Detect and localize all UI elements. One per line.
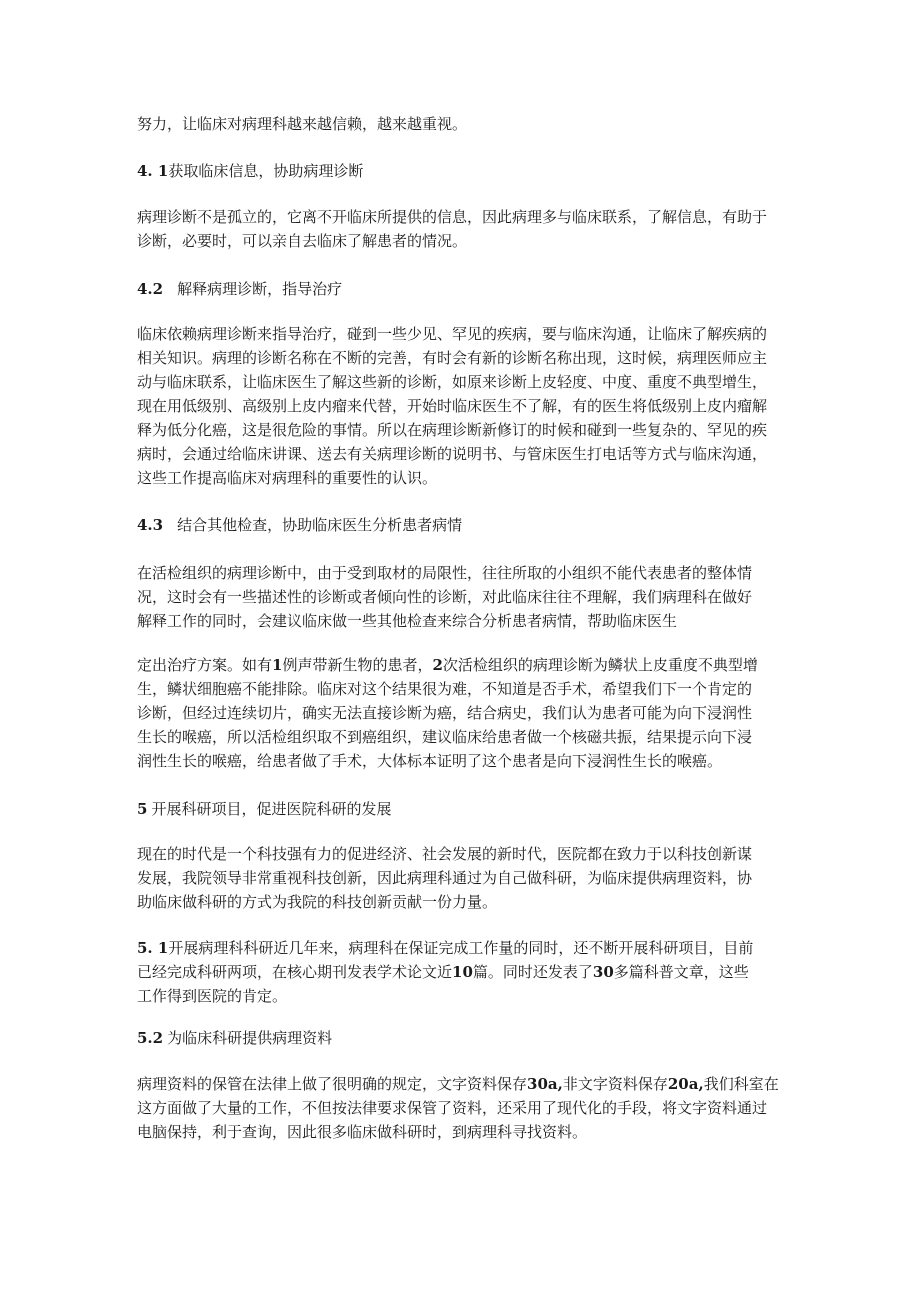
text-run: 病理资料的保管在法律上做了很明确的规定，文字资料保存 [137, 1075, 528, 1093]
text-line: 临床依赖病理诊断来指导治疗，碰到一些少见、罕见的疾病，要与临床沟通，让临床了解疾病的 [137, 325, 768, 343]
number-run: 1 [272, 656, 283, 674]
number-run: 2 [432, 656, 443, 674]
text-line [137, 960, 792, 984]
text-run: 定出治疗方案。如有 [137, 656, 273, 674]
heading-text: 为临床科研提供病理资料 [167, 1029, 333, 1047]
text-line [137, 653, 792, 677]
text-line: 病时，会通过给临床讲课、送去有关病理诊断的说明书、与管床医生打电话等方式与临床沟通， [137, 445, 768, 463]
section-heading-5 [137, 797, 391, 821]
text-line: 现在用低级别、高级别上皮内瘤来代替，开始时临床医生不了解，有的医生将低级别上皮内瘤解 [137, 397, 768, 415]
text-run: 非文字资料保存 [562, 1075, 668, 1093]
number-run: 30 [592, 963, 614, 981]
heading-number: 5. 1 [137, 939, 169, 957]
section-heading-4-1 [137, 159, 363, 183]
text-run: 开展病理科科研近几年来，病理科在保证完成工作量的同时，还不断开展科研项目，目前 [168, 939, 754, 957]
text-line: 发展，我院领导非常重视科技创新，因此病理科通过为自己做科研，为临床提供病理资料，协 [137, 869, 753, 887]
paragraph-5-2 [137, 1072, 792, 1144]
text-run: 次活检组织的病理诊断为鳞状上皮重度不典型增 [442, 656, 758, 674]
heading-number: 5.2 [137, 1029, 164, 1047]
text-line: 动与临床联系，让临床医生了解这些新的诊断，如原来诊断上皮轻度、中度、重度不典型增生， [137, 373, 768, 391]
paragraph-4-3-a [137, 561, 792, 633]
paragraph-5 [137, 842, 792, 914]
section-heading-5-2 [137, 1026, 332, 1050]
paragraph-4-2 [137, 322, 792, 490]
heading-number: 4.3 [137, 516, 164, 534]
text-line: 诊断，但经过连续切片，确实无法直接诊断为癌，结合病史，我们认为患者可能为向下浸润性 [137, 704, 753, 722]
number-run: 30a, [527, 1075, 563, 1093]
heading-text: 解释病理诊断，指导治疗 [177, 280, 343, 298]
paragraph-5-1 [137, 936, 792, 1008]
heading-number: 4. 1 [137, 162, 169, 180]
text-run: 篇。同时还发表了 [472, 963, 593, 981]
text-line: 现在的时代是一个科技强有力的促进经济、社会发展的新时代，医院都在致力于以科技创新谋 [137, 845, 753, 863]
paragraph-4-1 [137, 205, 792, 253]
text-line: 努力，让临床对病理科越来越信赖，越来越重视。 [137, 115, 468, 133]
text-line [137, 936, 792, 960]
heading-text: 开展科研项目，促进医院科研的发展 [151, 800, 392, 818]
section-heading-4-3 [137, 513, 462, 537]
section-heading-4-2 [137, 277, 342, 301]
heading-text: 获取临床信息，协助病理诊断 [168, 162, 364, 180]
text-line: 解释工作的同时，会建议临床做一些其他检查来综合分析患者病情，帮助临床医生 [137, 612, 678, 630]
text-line: 在活检组织的病理诊断中，由于受到取材的局限性，往往所取的小组织不能代表患者的整体情 [137, 564, 753, 582]
text-run: 已经完成科研两项，在核心期刊发表学术论文近 [137, 963, 453, 981]
text-run: 多篇科普文章，这些 [613, 963, 749, 981]
heading-number: 5 [137, 800, 148, 818]
text-line: 助临床做科研的方式为我院的科技创新贡献一份力量。 [137, 893, 498, 911]
text-line: 释为低分化癌，这是很危险的事情。所以在病理诊断新修订的时候和碰到一些复杂的、罕见的疾 [137, 421, 768, 439]
text-run: 例声带新生物的患者， [282, 656, 433, 674]
heading-text: 结合其他检查，协助临床医生分析患者病情 [177, 516, 463, 534]
number-run: 10 [452, 963, 473, 981]
paragraph-intro-tail [137, 112, 792, 136]
text-line: 相关知识。病理的诊断名称在不断的完善，有时会有新的诊断名称出现，这时候，病理医师应主 [137, 349, 768, 367]
text-line: 生长的喉癌，所以活检组织取不到癌组织，建议临床给患者做一个核磁共振，结果提示向下浸 [137, 728, 753, 746]
text-line: 润性生长的喉癌，给患者做了手术，大体标本证明了这个患者是向下浸润性生长的喉癌。 [137, 752, 723, 770]
text-line: 生，鳞状细胞癌不能排除。临床对这个结果很为难，不知道是否手术，希望我们下一个肯定的 [137, 680, 753, 698]
text-line: 病理诊断不是孤立的，它离不开临床所提供的信息，因此病理多与临床联系，了解信息，有助于 [137, 208, 768, 226]
paragraph-4-3-b [137, 653, 792, 773]
text-line: 这方面做了大量的工作，不但按法律要求保管了资料，还采用了现代化的手段，将文字资料通过 [137, 1099, 768, 1117]
text-line [137, 1072, 792, 1096]
number-run: 20a, [667, 1075, 704, 1093]
text-line: 电脑保持，利于查询，因此很多临床做科研时，到病理科寻找资料。 [137, 1123, 588, 1141]
heading-number: 4.2 [137, 280, 164, 298]
text-line: 诊断，必要时，可以亲自去临床了解患者的情况。 [137, 232, 468, 250]
text-line: 这些工作提高临床对病理科的重要性的认识。 [137, 469, 438, 487]
text-line: 工作得到医院的肯定。 [137, 987, 288, 1005]
text-line: 况，这时会有一些描述性的诊断或者倾向性的诊断，对此临床往往不理解，我们病理科在做好 [137, 588, 753, 606]
text-run: 我们科室在 [703, 1075, 779, 1093]
